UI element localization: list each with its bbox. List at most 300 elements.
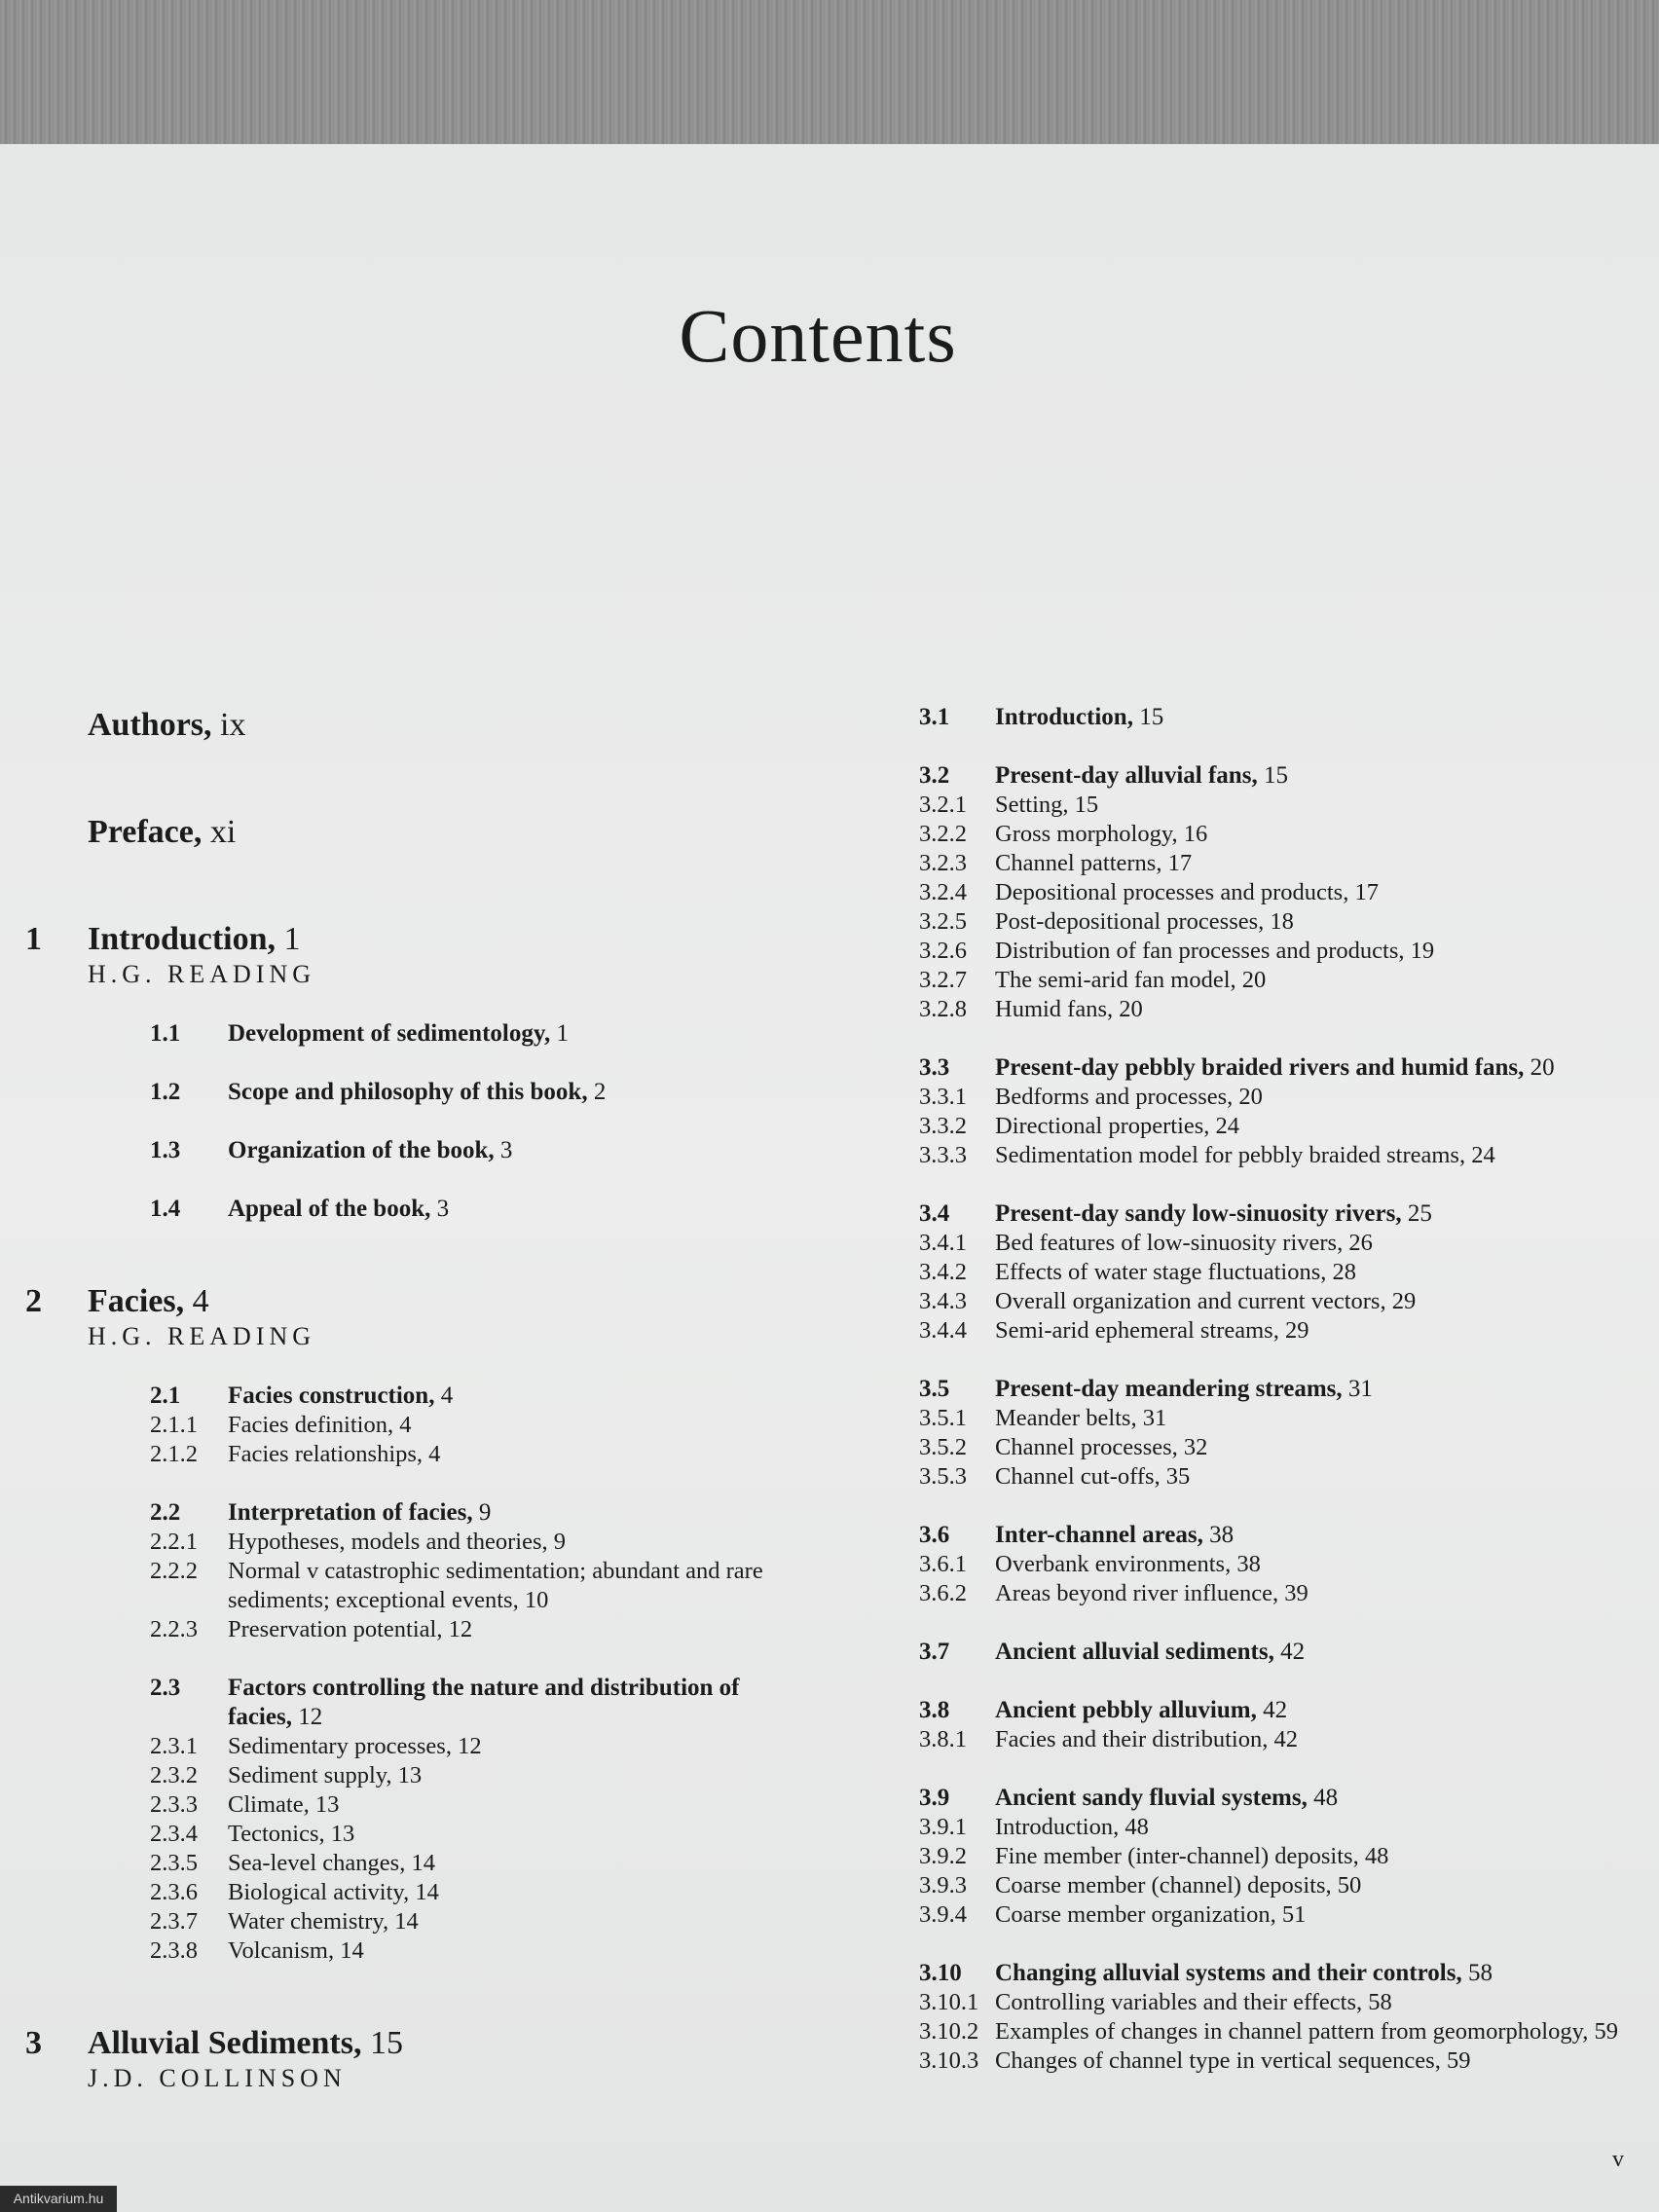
separator: , [1062, 792, 1075, 818]
subsection-entry[interactable] [150, 1878, 804, 1907]
page-reference: 1 [283, 921, 301, 957]
section-entry[interactable] [919, 1053, 1640, 1083]
page-reference: 31 [1142, 1405, 1167, 1431]
section-title [995, 761, 1640, 791]
page-reference: 42 [1263, 1697, 1288, 1723]
section-label: The semi-arid fan model [995, 967, 1231, 993]
section-number: 1.1 [150, 1020, 181, 1047]
section-title [995, 937, 1640, 966]
section-title [995, 1083, 1640, 1112]
front-matter-label: Authors [88, 707, 204, 743]
spacer [919, 1024, 1640, 1053]
page-reference: 9 [478, 1499, 492, 1526]
section-number: 3.4.2 [919, 1259, 967, 1285]
page-reference: 25 [1407, 1200, 1432, 1227]
section-entry[interactable] [150, 1382, 804, 1411]
section-entry[interactable] [919, 1696, 1640, 1725]
separator: , [285, 1704, 299, 1730]
page-reference: 13 [314, 1791, 340, 1818]
subsection-entry[interactable] [150, 1615, 804, 1644]
section-title [228, 1078, 804, 1107]
section-number: 2.3.2 [150, 1762, 198, 1788]
separator: , [1356, 1989, 1369, 2015]
section-entry[interactable] [150, 1674, 804, 1732]
page-reference: 48 [1124, 1814, 1149, 1840]
subsection-entry[interactable] [150, 1907, 804, 1936]
section-number: 2.3.6 [150, 1879, 198, 1905]
section-title [228, 1674, 804, 1732]
subsection-entry[interactable] [150, 1761, 804, 1790]
page-reference: 16 [1183, 821, 1208, 847]
subsection-entry[interactable] [919, 820, 1640, 849]
page-reference: 29 [1284, 1317, 1309, 1344]
section-title [995, 1638, 1640, 1667]
page-reference: 9 [553, 1529, 567, 1555]
page-reference: 4 [428, 1441, 441, 1467]
separator: , [1270, 1901, 1282, 1928]
subsection-entry[interactable] [919, 1725, 1640, 1754]
subsection-entry[interactable] [919, 1141, 1640, 1170]
page-reference: 15 [1263, 762, 1288, 789]
separator: , [1130, 1405, 1143, 1431]
subsection-entry[interactable] [919, 1579, 1640, 1608]
section-entry[interactable] [919, 1638, 1640, 1667]
separator: , [428, 1382, 441, 1409]
spacer [25, 1469, 804, 1498]
section-title [995, 1579, 1640, 1608]
section-title [995, 1900, 1640, 1930]
section-title [995, 820, 1640, 849]
separator: , [175, 1283, 193, 1319]
section-label: Scope and philosophy of this book [228, 1079, 582, 1105]
subsection-entry[interactable] [150, 1528, 804, 1557]
section-number: 3.4.3 [919, 1288, 967, 1314]
section-title [228, 1732, 804, 1761]
section-label: Factors controlling the nature and distribution of facies [228, 1675, 740, 1730]
section-title [228, 1498, 804, 1528]
section-entry[interactable] [150, 1136, 804, 1165]
spacer [25, 1352, 804, 1382]
chapter-title [88, 920, 301, 959]
spacer [919, 1930, 1640, 1959]
section-label: Setting [995, 792, 1063, 818]
section-number: 3.8.1 [919, 1726, 967, 1752]
section-number: 3.4 [919, 1200, 950, 1227]
section-label: Distribution of fan processes and products [995, 938, 1399, 964]
subsection-entry[interactable] [150, 1411, 804, 1440]
section-group [919, 1521, 1640, 1608]
subsection-entry[interactable] [919, 995, 1640, 1024]
section-title [995, 1842, 1640, 1871]
section-number: 3.9.2 [919, 1843, 967, 1869]
section-label: Gross morphology [995, 821, 1172, 847]
section-number: 2.2.2 [150, 1558, 198, 1584]
spacer [919, 1667, 1640, 1696]
separator: , [1258, 908, 1271, 935]
section-number: 3.4.1 [919, 1230, 967, 1256]
section-number: 2.3.8 [150, 1937, 198, 1964]
section-number: 3.2.6 [919, 938, 967, 964]
subsection-entry[interactable] [919, 1258, 1640, 1287]
section-title [995, 1813, 1640, 1842]
page-reference: 4 [440, 1382, 454, 1409]
separator: , [1582, 2018, 1595, 2045]
chapter-number: 3 [25, 2025, 42, 2061]
section-number: 2.1 [150, 1382, 181, 1409]
section-label: Ancient sandy fluvial systems [995, 1785, 1302, 1811]
section-number: 3.2.2 [919, 821, 967, 847]
separator: , [1262, 1726, 1274, 1752]
page-reference: 14 [411, 1850, 435, 1876]
section-number: 2.1.2 [150, 1441, 198, 1467]
section-label: Overall organization and current vectors [995, 1288, 1381, 1314]
page-reference: 51 [1281, 1901, 1307, 1928]
section-entry[interactable] [919, 1375, 1640, 1404]
page-reference: 12 [298, 1704, 323, 1730]
section-label: Volcanism [228, 1937, 328, 1964]
chapter-title-text: Facies [88, 1283, 176, 1319]
spacer [25, 1049, 804, 1078]
page-reference: 58 [1368, 1989, 1392, 2015]
section-entry[interactable] [919, 1521, 1640, 1550]
section-entry[interactable] [919, 761, 1640, 791]
separator: , [1320, 1259, 1333, 1285]
section-group [919, 761, 1640, 1024]
section-entry[interactable] [150, 1195, 804, 1224]
separator: , [387, 1412, 400, 1438]
section-number: 3.10.1 [919, 1989, 979, 2015]
section-number: 3.5.1 [919, 1405, 967, 1431]
section-label: Present-day pebbly braided rivers and humid fans [995, 1054, 1519, 1081]
section-label: Bedforms and processes [995, 1084, 1228, 1110]
subsection-entry[interactable] [919, 1813, 1640, 1842]
section-title [995, 1258, 1640, 1287]
section-entry[interactable] [919, 1784, 1640, 1813]
section-title [228, 1849, 804, 1878]
section-entry[interactable] [919, 1959, 1640, 1988]
section-number: 2.3.4 [150, 1821, 198, 1847]
subsection-entry[interactable] [919, 1229, 1640, 1258]
page-reference: 59 [1446, 2047, 1471, 2074]
section-number: 3.8 [919, 1697, 950, 1723]
page-reference: 4 [192, 1283, 209, 1319]
section-group [919, 703, 1640, 732]
subsection-entry[interactable] [919, 1550, 1640, 1579]
page-reference: 31 [1347, 1376, 1373, 1402]
section-label: Changing alluvial systems and their controls [995, 1960, 1456, 1986]
section-group [88, 1078, 804, 1107]
section-number: 3.3.3 [919, 1142, 967, 1168]
section-label: Present-day meandering streams [995, 1376, 1337, 1402]
section-label: Fine member (inter-channel) deposits [995, 1843, 1353, 1869]
subsection-entry[interactable] [150, 1790, 804, 1820]
page-reference: 15 [1139, 704, 1164, 730]
section-group [88, 1674, 804, 1966]
section-entry[interactable] [150, 1019, 804, 1049]
section-number: 3.9 [919, 1785, 950, 1811]
page-reference: 20 [1119, 996, 1143, 1022]
section-label: Facies and their distribution [995, 1726, 1263, 1752]
separator: , [436, 1616, 449, 1642]
subsection-entry[interactable] [919, 1404, 1640, 1433]
section-title [228, 1382, 804, 1411]
separator: , [1434, 2047, 1447, 2074]
section-number: 3.6.1 [919, 1551, 967, 1577]
page-reference: 38 [1236, 1551, 1261, 1577]
section-label: Depositional processes and products [995, 879, 1344, 905]
section-label: Sediment supply [228, 1762, 387, 1788]
section-number: 3.7 [919, 1639, 950, 1665]
separator: , [1156, 850, 1168, 876]
page-reference: 18 [1270, 908, 1294, 935]
subsection-entry[interactable] [919, 849, 1640, 878]
spacer [25, 1224, 804, 1282]
section-label: Directional properties [995, 1113, 1204, 1139]
separator: , [581, 1079, 594, 1105]
section-title [995, 1375, 1640, 1404]
subsection-entry[interactable] [919, 1083, 1640, 1112]
section-title [995, 1404, 1640, 1433]
section-number: 1.4 [150, 1196, 181, 1222]
page-reference: 24 [1215, 1113, 1240, 1139]
section-group [88, 1136, 804, 1165]
section-label: Controlling variables and their effects [995, 1989, 1357, 2015]
subsection-entry[interactable] [919, 1900, 1640, 1930]
subsection-entry[interactable] [919, 1871, 1640, 1900]
section-number: 2.3.5 [150, 1850, 198, 1876]
separator: , [352, 2025, 370, 2061]
subsection-entry[interactable] [919, 791, 1640, 820]
section-label: Ancient pebbly alluvium [995, 1697, 1251, 1723]
page-reference: 48 [1364, 1843, 1389, 1869]
separator: , [466, 1499, 479, 1526]
section-label: Introduction [995, 704, 1127, 730]
section-label: Coarse member organization [995, 1901, 1271, 1928]
section-label: Facies relationships [228, 1441, 417, 1467]
section-label: Facies construction [228, 1382, 429, 1409]
subsection-entry[interactable] [919, 1433, 1640, 1462]
section-number: 3.2.5 [919, 908, 967, 935]
section-label: Organization of the book [228, 1137, 489, 1163]
page-number: v [1612, 2147, 1624, 2172]
section-title [228, 1936, 804, 1966]
spacer [25, 1644, 804, 1674]
page-reference: 39 [1284, 1580, 1309, 1606]
section-number: 3.2 [919, 762, 950, 789]
section-entry[interactable] [919, 1199, 1640, 1229]
page-reference: 15 [1074, 792, 1099, 818]
spacer [25, 1165, 804, 1195]
section-label: Humid fans [995, 996, 1107, 1022]
section-number: 2.3.1 [150, 1733, 198, 1759]
section-title [995, 1725, 1640, 1754]
section-title [995, 1287, 1640, 1316]
subsection-entry[interactable] [919, 2017, 1640, 2046]
section-number: 1.2 [150, 1079, 181, 1105]
page-reference: 48 [1313, 1785, 1339, 1811]
section-entry[interactable] [150, 1078, 804, 1107]
subsection-entry[interactable] [150, 1936, 804, 1966]
section-number: 3.2.1 [919, 792, 967, 818]
section-number: 3.9.4 [919, 1901, 967, 1928]
section-label: Preservation potential [228, 1616, 437, 1642]
section-number: 3.6.2 [919, 1580, 967, 1606]
page-reference: 38 [1209, 1522, 1235, 1548]
section-number: 2.3.3 [150, 1791, 198, 1818]
chapter-heading[interactable] [25, 2024, 804, 2063]
section-number: 3.10 [919, 1960, 962, 1986]
subsection-entry[interactable] [919, 1842, 1640, 1871]
page-reference: 14 [415, 1879, 439, 1905]
chapter-heading[interactable] [25, 1282, 804, 1321]
page-reference: 20 [1241, 967, 1267, 993]
section-title [995, 2017, 1640, 2046]
section-title [228, 1411, 804, 1440]
section-label: Semi-arid ephemeral streams [995, 1317, 1273, 1344]
page-reference: 28 [1332, 1259, 1357, 1285]
spacer [919, 1492, 1640, 1521]
page-reference: 2 [593, 1079, 607, 1105]
page-reference: 13 [330, 1821, 355, 1847]
subsection-entry[interactable] [919, 2046, 1640, 2076]
section-group [919, 1375, 1640, 1492]
page-reference: 32 [1183, 1434, 1208, 1460]
separator: , [318, 1821, 331, 1847]
section-number: 3.1 [919, 704, 950, 730]
section-number: 2.1.1 [150, 1412, 198, 1438]
background-surface [0, 0, 1659, 146]
separator: , [512, 1587, 525, 1613]
separator: , [1225, 1551, 1237, 1577]
separator: , [1203, 1113, 1216, 1139]
chapter-heading[interactable] [25, 920, 804, 959]
chapter-author: J.D. COLLINSON [88, 2064, 347, 2092]
section-number: 3.2.7 [919, 967, 967, 993]
section-title [995, 1988, 1640, 2017]
separator: , [488, 1137, 500, 1163]
section-label: Post-depositional processes [995, 908, 1259, 935]
front-matter-entry[interactable] [88, 706, 804, 745]
spacer [25, 852, 804, 920]
page-reference: 10 [524, 1587, 549, 1613]
spacer [919, 1170, 1640, 1199]
subsection-entry[interactable] [919, 1988, 1640, 2017]
spacer [25, 1966, 804, 2024]
page-reference: 19 [1410, 938, 1435, 964]
spacer [25, 990, 804, 1019]
separator: , [1518, 1054, 1530, 1081]
section-group [919, 1959, 1640, 2076]
subsection-entry[interactable] [919, 1287, 1640, 1316]
subsection-entry[interactable] [919, 1316, 1640, 1346]
section-label: Water chemistry [228, 1908, 384, 1935]
section-title [995, 1696, 1640, 1725]
separator: , [383, 1908, 395, 1935]
section-title [228, 1557, 804, 1615]
front-matter-label: Preface [88, 814, 194, 850]
section-title [995, 1521, 1640, 1550]
subsection-entry[interactable] [150, 1557, 804, 1615]
section-label: Channel patterns [995, 850, 1157, 876]
front-matter-entry[interactable] [88, 813, 804, 852]
separator: , [328, 1937, 341, 1964]
subsection-entry[interactable] [919, 966, 1640, 995]
page-reference: 1 [556, 1020, 569, 1047]
section-number: 3.4.4 [919, 1317, 967, 1344]
separator: , [1380, 1288, 1392, 1314]
separator: , [1458, 1142, 1472, 1168]
subsection-entry[interactable] [150, 1440, 804, 1469]
subsection-entry[interactable] [919, 1112, 1640, 1141]
section-label: Ancient alluvial sediments [995, 1639, 1269, 1665]
section-entry[interactable] [150, 1498, 804, 1528]
subsection-entry[interactable] [919, 937, 1640, 966]
page-reference: ix [220, 707, 246, 743]
page-reference: 42 [1280, 1639, 1306, 1665]
subsection-entry[interactable] [150, 1732, 804, 1761]
section-title [228, 1761, 804, 1790]
separator: , [1337, 1230, 1349, 1256]
page-reference: 12 [458, 1733, 482, 1759]
page-reference: 20 [1530, 1054, 1555, 1081]
section-label: Meander belts [995, 1405, 1131, 1431]
subsection-entry[interactable] [919, 1462, 1640, 1492]
page-reference: 24 [1471, 1142, 1495, 1168]
section-title [995, 878, 1640, 907]
section-label: Facies definition [228, 1412, 387, 1438]
separator: , [203, 707, 221, 743]
section-group [88, 1382, 804, 1469]
section-number: 2.3 [150, 1675, 181, 1701]
chapter-title-text: Alluvial Sediments [88, 2025, 353, 2061]
separator: , [386, 1762, 398, 1788]
section-title [995, 1784, 1640, 1813]
separator: , [1227, 1084, 1239, 1110]
subsection-entry[interactable] [150, 1820, 804, 1849]
chapter-title [88, 2024, 403, 2063]
section-title [228, 1820, 804, 1849]
section-title [995, 1229, 1640, 1258]
page-reference: 26 [1348, 1230, 1373, 1256]
section-label: Sea-level changes [228, 1850, 400, 1876]
subsection-entry[interactable] [919, 878, 1640, 907]
section-number: 2.3.7 [150, 1908, 198, 1935]
page-reference: xi [209, 814, 237, 850]
separator: , [1171, 821, 1184, 847]
subsection-entry[interactable] [919, 907, 1640, 937]
section-title [995, 1141, 1640, 1170]
separator: , [1352, 1843, 1365, 1869]
section-number: 3.3 [919, 1054, 950, 1081]
section-group [88, 1195, 804, 1224]
section-title [228, 1019, 804, 1049]
section-title [995, 1959, 1640, 1988]
section-title [995, 1433, 1640, 1462]
page-reference: 35 [1165, 1463, 1191, 1490]
section-label: Normal v catastrophic sedimentation; abundant and rare sediments; exceptional events [228, 1558, 763, 1613]
section-title [995, 966, 1640, 995]
section-group [919, 1638, 1640, 1667]
section-label: Bed features of low-sinuosity rivers [995, 1230, 1338, 1256]
subsection-entry[interactable] [150, 1849, 804, 1878]
section-label: Hypotheses, models and theories [228, 1529, 542, 1555]
section-title [228, 1136, 804, 1165]
section-title [995, 703, 1640, 732]
spacer [919, 1608, 1640, 1638]
separator: , [424, 1196, 437, 1222]
section-entry[interactable] [919, 703, 1640, 732]
section-title [228, 1440, 804, 1469]
